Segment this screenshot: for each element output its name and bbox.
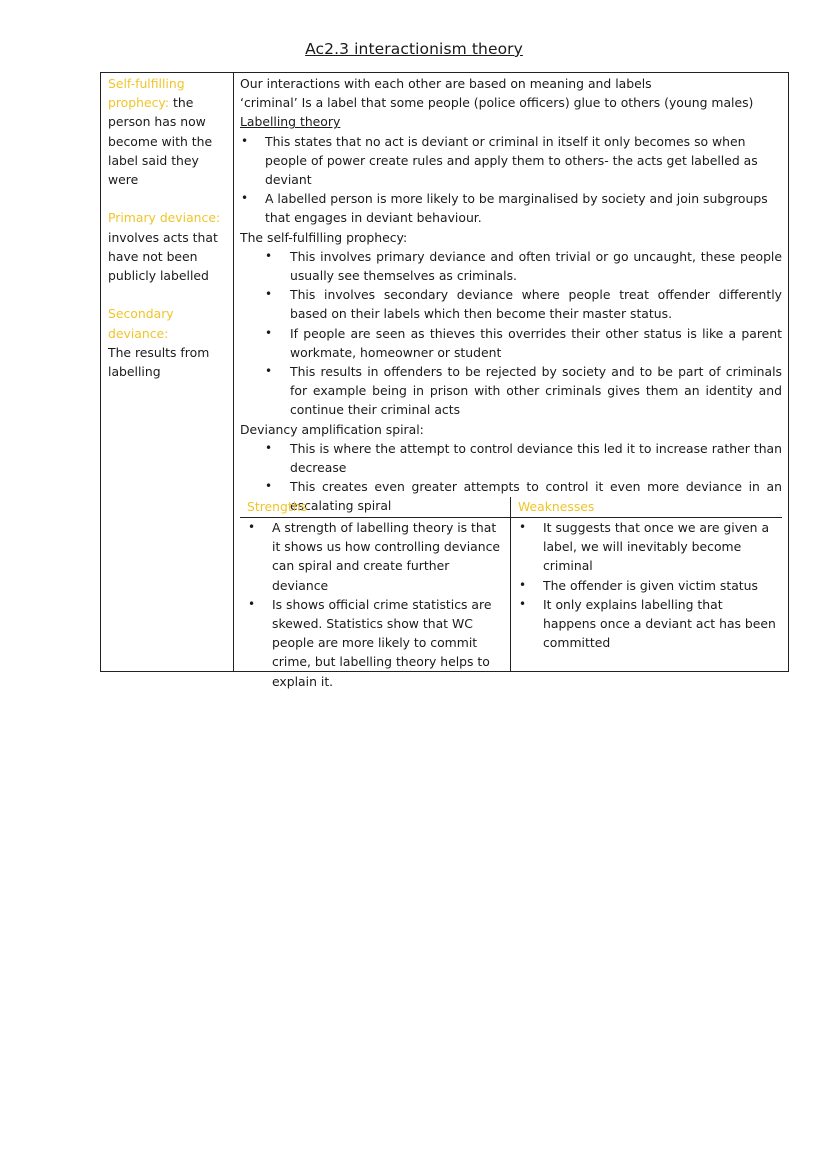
term-definition-line: publicly labelled: [108, 268, 209, 284]
term-definition-line: The results from: [108, 344, 210, 360]
list-item: • This involves secondary deviance where people treat offender differently based on their labels which then become their master status.: [240, 285, 782, 323]
list-item: • If people are seen as thieves this overrides their other status is like a parent workmate, homeowner or student: [240, 324, 782, 362]
term-definition-line: become with the: [108, 133, 213, 149]
list-item: • This results in offenders to be rejected by society and to be part of criminals for example being in prison with other criminals gives them an identity and continue their criminal acts: [240, 362, 782, 420]
content-table: [100, 72, 789, 689]
evaluation-header-row: [240, 497, 782, 518]
list-item: • This is where the attempt to control deviance this led it to increase rather than decrease: [240, 439, 782, 477]
term-primary-deviance: [108, 208, 228, 285]
section-heading: Deviancy amplification spiral:: [240, 421, 424, 437]
term-label: Secondary: [108, 306, 174, 322]
term-definition-line: involves acts that: [108, 229, 218, 245]
term-definition-line: were: [108, 172, 139, 188]
list-item: • It only explains labelling that happens once a deviant act has been committed: [511, 595, 782, 653]
weaknesses-list: [511, 518, 782, 652]
strengths-heading: Strengths: [247, 499, 308, 514]
list-item: • A strength of labelling theory is that it shows us how controlling deviance can spiral and create further deviance: [240, 518, 508, 595]
term-secondary-deviance: [108, 304, 228, 381]
list-item: • It suggests that once we are given a label, we will inevitably become criminal: [511, 518, 782, 576]
list-item: • The offender is given victim status: [511, 576, 782, 595]
term-definition-line: labelling: [108, 364, 161, 380]
intro-line: ‘criminal’ Is a label that some people (police officers) glue to others (young males): [240, 95, 754, 111]
strengths-list: [240, 518, 508, 691]
term-definition-line: have not been: [108, 248, 198, 264]
term-definition-line: label said they: [108, 152, 199, 168]
section-heading: The self-fulfilling prophecy:: [240, 229, 408, 245]
list-item: • This states that no act is deviant or criminal in itself it only becomes so when people of power create rules and apply them to others- the acts get labelled as deviant: [240, 132, 782, 190]
list-item: • This involves primary deviance and often trivial or go uncaught, these people usually see themselves as criminals.: [240, 247, 782, 285]
term-label: Primary deviance:: [108, 210, 221, 226]
intro-line: Our interactions with each other are based on meaning and labels: [240, 76, 652, 91]
column-divider: [233, 73, 234, 671]
list-item: • A labelled person is more likely to be marginalised by society and join subgroups that engages in deviant behaviour.: [240, 189, 782, 227]
page-title: Ac2.3 interactionism theory: [305, 40, 523, 58]
term-label: Self-fulfilling prophecy:: [108, 76, 185, 111]
list-item: • This creates even greater attempts to control it even more deviance in an escalating spiral: [240, 477, 782, 515]
term-definition: the: [172, 95, 194, 111]
evaluation-table: [240, 497, 782, 689]
term-self-fulfilling-prophecy: [108, 74, 228, 189]
section-heading: Labelling theory: [240, 114, 341, 130]
term-label: deviance:: [108, 325, 169, 341]
term-definition-line: person has now: [108, 114, 206, 130]
key-terms-column: [108, 74, 228, 381]
weaknesses-heading: Weaknesses: [518, 499, 595, 514]
theory-notes-column: [240, 74, 782, 516]
list-item: • Is shows official crime statistics are skewed. Statistics show that WC people are more likely to commit crime, but labelling theory helps to explain it.: [240, 595, 508, 691]
